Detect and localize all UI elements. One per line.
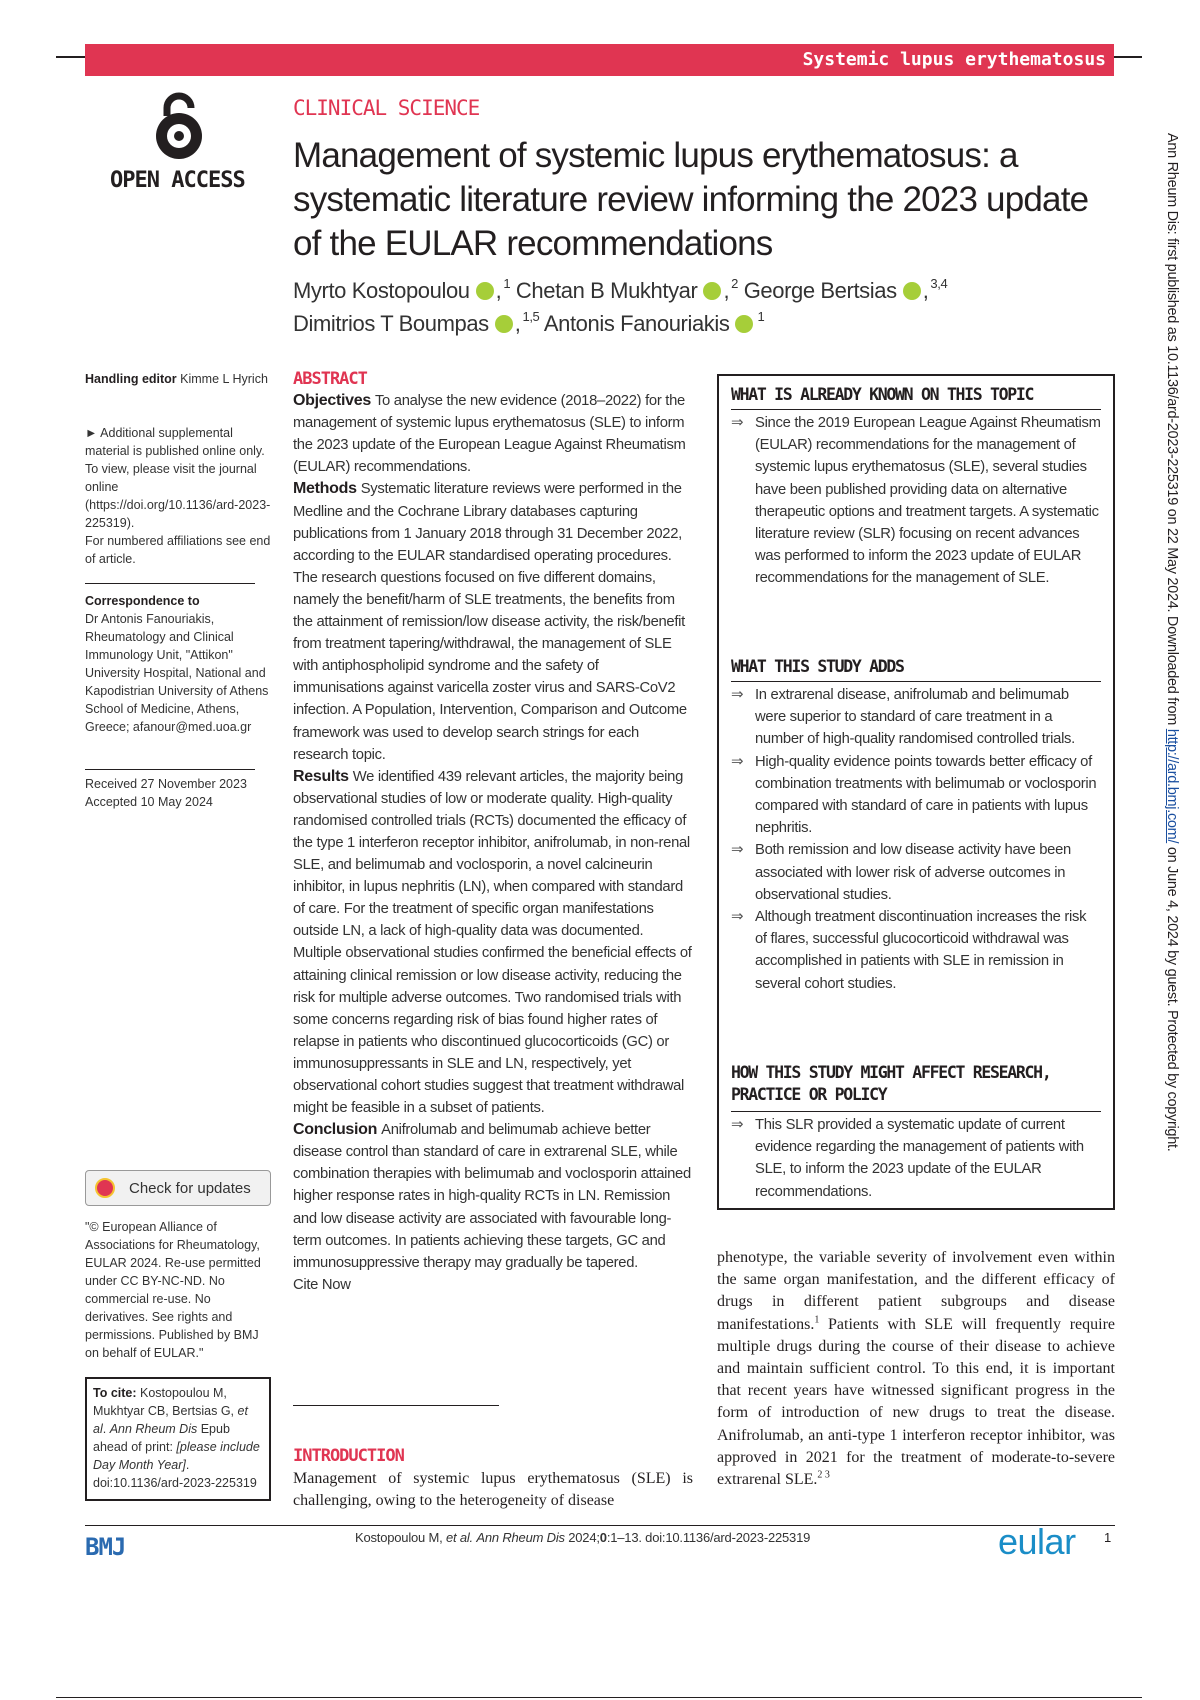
known-list — [731, 412, 1101, 590]
reference-link[interactable]: 2 3 — [817, 1469, 830, 1481]
article-section-label: CLINICAL SCIENCE — [293, 96, 480, 120]
affiliations-note: For numbered affiliations see end of article. — [85, 534, 271, 566]
divider — [85, 769, 255, 770]
author-affiliation: 1 — [503, 276, 511, 291]
divider — [85, 583, 255, 584]
orcid-icon[interactable] — [735, 315, 753, 333]
author-name[interactable]: George Bertsias — [743, 278, 897, 303]
abstract-objectives: Objectives To analyse the new evidence (2018–2022) for the management of systemic lupus erythematosus (SLE) to inform the 2023 update of the European League Against Rheumatism (EULAR) recommendations. — [293, 392, 686, 476]
abstract-results: Results We identified 439 relevant articles, the majority being observational studies of low or moderate quality. High-quality randomised controlled trials (RCTs) documented the efficacy of the type 1 interferon receptor inhibitor, anifrolumab, in non-renal SLE, and belimumab and voclosporin, a novel calcineurin inhibitor, in lupus nephritis (LN), when compared with standard of care. For the treatment of specific organ manifestations outside LN, a lack of high-quality data was documented. Multiple observational studies confirmed the beneficial effects of attaining clinical remission or low disease activity, reducing the risk for multiple adverse outcomes. Two randomised trials with some concerns regarding risk of bias found higher rates of relapse in patients who discontinued glucocorticoids (GC) or immunosuppressants in SLE and LN, respectively, yet observational cohort studies suggest that treatment withdrawal might be feasible in a subset of patients. — [293, 767, 692, 1117]
bottom-rule — [56, 1697, 1142, 1698]
affect-heading: HOW THIS STUDY MIGHT AFFECT RESEARCH, PRACTICE OR POLICY — [731, 1063, 1051, 1104]
affect-list — [731, 1114, 1101, 1203]
key-messages-box — [717, 374, 1115, 1210]
article-title: Management of systemic lupus erythematosus: a systematic literature review informing the 2023 update of the EULAR recommendations — [293, 136, 1089, 263]
author-name[interactable]: Myrto Kostopoulou — [293, 278, 470, 303]
author-affiliation: 3,4 — [930, 276, 948, 291]
cite-now-link[interactable]: Cite Now — [293, 1276, 351, 1293]
adds-heading: WHAT THIS STUDY ADDS — [731, 657, 904, 676]
orcid-icon[interactable] — [476, 282, 494, 300]
abstract-heading: ABSTRACT — [293, 369, 367, 389]
open-access-lock-icon — [145, 92, 213, 162]
handling-editor: Handling editor Kimme L Hyrich — [85, 372, 268, 386]
list-item: ⇒ In extrarenal disease, anifrolumab and belimumab were superior to standard of care treatment in a number of high-quality randomised controlled trials. — [731, 684, 1101, 751]
introduction-text: Management of systemic lupus erythematosus (SLE) is challenging, owing to the heterogeneity of disease — [293, 1470, 693, 1509]
footer-rule — [85, 1525, 1115, 1526]
footer-citation: Kostopoulou M, et al. Ann Rheum Dis 2024;0:1–13. doi:10.1136/ard-2023-225319 — [355, 1530, 811, 1545]
known-heading: WHAT IS ALREADY KNOWN ON THIS TOPIC — [731, 385, 1034, 404]
supplemental-note: ► Additional supplemental material is published online only. To view, please visit the journal online (https://doi.org/10.1136/ard-2023-225319). — [85, 426, 271, 530]
crossmark-icon — [95, 1178, 115, 1198]
list-item: ⇒ Since the 2019 European League Against Rheumatism (EULAR) recommendations for the management of systemic lupus erythematosus (SLE), several studies have been published providing data on alternative therapeutic options and treatment targets. A systematic literature review (SLR) focusing on recent advances was performed to inform the 2023 update of EULAR recommendations for the management of SLE. — [731, 412, 1101, 590]
introduction-heading: INTRODUCTION — [293, 1446, 404, 1466]
divider — [731, 1111, 1101, 1112]
received-date: Received 27 November 2023 — [85, 777, 247, 791]
to-cite-box: To cite: Kostopoulou M, Mukhtyar CB, Bertsias G, et al. Ann Rheum Dis Epub ahead of print: [please include Day Month Year]. doi:10.1136/ard-2023-225319 — [85, 1377, 271, 1501]
author-name[interactable]: Chetan B Mukhtyar — [515, 278, 698, 303]
abstract-end-rule — [293, 1405, 499, 1406]
divider — [731, 409, 1101, 410]
list-item: ⇒ High-quality evidence points towards better efficacy of combination treatments with belimumab or voclosporin compared with standard of care in patients with lupus nephritis. — [731, 751, 1101, 840]
journal-link[interactable]: http://ard.bmj.com/ — [1164, 728, 1180, 844]
download-watermark: Ann Rheum Dis: first published as 10.1136/ard-2023-225319 on 22 May 2024. Downloaded from http://ard.bmj.com/ on June 4, 2024 by guest. Protected by copyright. — [1164, 133, 1180, 1152]
divider — [731, 681, 1101, 682]
check-for-updates-button[interactable]: Check for updates — [85, 1170, 271, 1206]
correspondence: Correspondence to Dr Antonis Fanouriakis, Rheumatology and Clinical Immunology Unit, "Attikon" University Hospital, National and Kapodistrian University of Athens School of Medicine, Athens, Greece; afanour@med.uoa.gr — [85, 592, 275, 736]
author-name[interactable]: Antonis Fanouriakis — [543, 311, 730, 336]
author-list: Myrto Kostopoulou , $^1$ Chetan B Mukhtyar , $^2$ George Bertsias , $^{3,4}$ Dimitrios T Boumpas , $^{1,5}$ Antonis Fanouriakis $^1$ — [293, 276, 948, 336]
reference-link[interactable]: 1 — [814, 1314, 820, 1326]
copyright-notice: "© European Alliance of Associations for Rheumatology, EULAR 2024. Re-use permitted under CC BY-NC-ND. No commercial re-use. No derivatives. See rights and permissions. Published by BMJ on behalf of EULAR." — [85, 1220, 261, 1360]
author-affiliation: 1 — [757, 309, 765, 324]
accepted-date: Accepted 10 May 2024 — [85, 795, 213, 809]
orcid-icon[interactable] — [703, 282, 721, 300]
adds-list — [731, 684, 1101, 995]
author-affiliation: 1,5 — [522, 309, 540, 324]
author-affiliation: 2 — [731, 276, 738, 291]
abstract — [293, 368, 693, 1296]
dates — [85, 775, 275, 811]
list-item: ⇒ This SLR provided a systematic update of current evidence regarding the management of patients with SLE, to inform the 2023 update of the EULAR recommendations. — [731, 1114, 1101, 1203]
bmj-logo: BMJ — [85, 1533, 126, 1561]
eular-logo: eular — [998, 1521, 1076, 1562]
open-access-label: OPEN ACCESS — [110, 168, 245, 193]
abstract-methods: Methods Systematic literature reviews were performed in the Medline and the Cochrane Library databases capturing publications from 1 January 2018 through 31 December 2022, according to the EULAR standardised operating procedures. The research questions focused on five different domains, namely the benefit/harm of SLE treatments, the benefits from the attainment of remission/low disease activity, the risk/benefit from treatment tapering/withdrawal, the management of SLE with antiphospholipid syndrome and the safety of immunisations against varicella zoster virus and SARS-CoV2 infection. A Population, Intervention, Comparison and Outcome framework was used to develop search strings for each research topic. — [293, 480, 687, 763]
introduction-continued: phenotype, the variable severity of involvement even within the same organ manifestation, and the different efficacy of drugs in different patient subgroups and disease manifestations.$^1$ Patients with SLE will frequently require multiple drugs during the course of their disease to achieve and maintain sufficient control. To this end, it is important that recent years have witnessed significant progress in the form of introduction of new drugs to treat the disease. Anifrolumab, an anti-type 1 interferon receptor inhibitor, was approved in 2021 for the treatment of moderate-to-severe extrarenal SLE.$^{2 3}$ — [717, 1249, 1115, 1489]
orcid-icon[interactable] — [495, 315, 513, 333]
author-name[interactable]: Dimitrios T Boumpas — [293, 311, 489, 336]
banner-text: Systemic lupus erythematosus — [802, 49, 1106, 70]
page-number: 1 — [1104, 1530, 1112, 1545]
section-banner — [85, 44, 1114, 76]
correspondence-address: Dr Antonis Fanouriakis, Rheumatology and Clinical Immunology Unit, "Attikon" University Hospital, National and Kapodistrian University of Athens School of Medicine, Athens, Greece; afanour@med.uoa.gr — [85, 612, 269, 734]
list-item: ⇒ Although treatment discontinuation increases the risk of flares, successful glucocorticoid withdrawal was accomplished in patients with SLE in remission in several cohort studies. — [731, 906, 1101, 995]
list-item: ⇒ Both remission and low disease activity have been associated with lower risk of adverse outcomes in observational studies. — [731, 839, 1101, 906]
abstract-conclusion: Conclusion Anifrolumab and belimumab achieve better disease control than standard of care in extrarenal SLE, while combination therapies with belimumab and voclosporin attained higher response rates in high-quality RCTs in LN. Remission and low disease activity are associated with favourable long-term outcomes. In patients achieving these targets, GC and immunosuppressive therapy may gradually be tapered. — [293, 1121, 691, 1271]
orcid-icon[interactable] — [903, 282, 921, 300]
